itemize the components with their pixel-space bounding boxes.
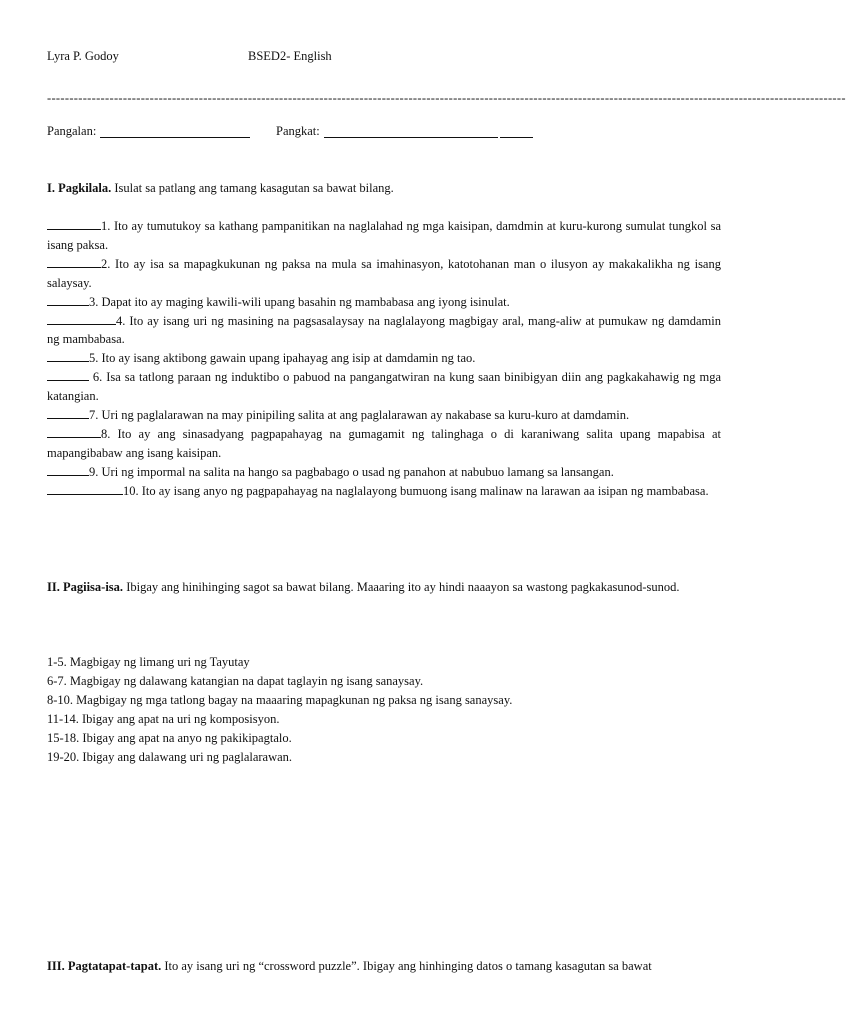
list-item: 3. Dapat ito ay maging kawili-wili upang basahin ng mambabasa ang iyong isinulat.	[47, 293, 721, 312]
answer-blank	[47, 294, 89, 306]
pangkat-label: Pangkat:	[276, 124, 320, 138]
answer-blank	[47, 256, 101, 268]
answer-blank	[47, 313, 116, 325]
section-1-heading: I. Pagkilala.	[47, 181, 112, 195]
list-item: 8. Ito ay ang sinasadyang pagpapahayag na gumagamit ng talinghaga o di karaniwang salita upang mapabisa at mapangibabaw ang isang kaisipan.	[47, 426, 721, 460]
section-1-items	[47, 217, 721, 501]
answer-blank	[47, 464, 89, 476]
list-item: 6. Isa sa tatlong paraan ng induktibo o pabuod na pangangatwiran na kung saan binibigyan diin ang pagkakahawig ng mga katangian.	[47, 370, 721, 404]
section-2-heading: II. Pagiisa-isa.	[47, 580, 124, 594]
student-name: Lyra P. Godoy	[47, 49, 119, 63]
list-item: 7. Uri ng paglalarawan na may pinipiling salita at ang paglalarawan ay nakabase sa kuru-kuro at damdamin.	[47, 406, 721, 425]
section-2-title	[47, 578, 721, 597]
separator-line: -----------------------------------------------------------------------------------------------------------------------------------------------------------------------------------	[47, 91, 846, 105]
answer-blank	[47, 407, 89, 419]
pangalan-label: Pangalan:	[47, 124, 97, 138]
section-1-title	[47, 179, 721, 198]
section-3-title	[47, 957, 721, 976]
list-item: 2. Ito ay isa sa mapagkukunan ng paksa na mula sa imahinasyon, katotohanan man o ilusyon ay makakalikha ng isang salaysay.	[47, 256, 721, 290]
answer-blank	[47, 350, 89, 362]
list-item: 1. Ito ay tumutukoy sa kathang pampanitikan na naglalahad ng mga kaisipan, damdmin at kuru-kurong sumulat tungkol sa isang paksa.	[47, 219, 721, 252]
pangkat-blank-extra	[500, 125, 533, 138]
answer-blank	[47, 483, 123, 495]
list-item: 8-10. Magbigay ng mga tatlong bagay na maaaring mapagkunan ng paksa ng isang sanaysay.	[47, 693, 513, 707]
list-item: 11-14. Ibigay ang apat na uri ng komposisyon.	[47, 712, 280, 726]
answer-blank	[47, 426, 101, 438]
section-2-items	[47, 653, 512, 767]
pangalan-blank	[100, 125, 250, 138]
list-item: 5. Ito ay isang aktibong gawain upang ipahayag ang isip at damdamin ng tao.	[47, 349, 721, 368]
course-label: BSED2- English	[248, 49, 332, 63]
section-2-instruction: Ibigay ang hinihinging sagot sa bawat bilang. Maaaring ito ay hindi naaayon sa wastong pagkakasunod-sunod.	[123, 580, 680, 594]
section-3-instruction: Ito ay isang uri ng “crossword puzzle”. Ibigay ang hinhinging datos o tamang kasagutan sa bawat	[161, 959, 652, 973]
list-item: 1-5. Magbigay ng limang uri ng Tayutay	[47, 655, 250, 669]
answer-blank	[47, 369, 89, 381]
pangkat-blank	[324, 125, 498, 138]
list-item: 19-20. Ibigay ang dalawang uri ng paglalarawan.	[47, 750, 293, 764]
answer-blank	[47, 218, 101, 230]
section-1-instruction: Isulat sa patlang ang tamang kasagutan sa bawat bilang.	[111, 181, 394, 195]
section-3-heading: III. Pagtatapat-tapat.	[47, 959, 162, 973]
list-item: 10. Ito ay isang anyo ng pagpapahayag na naglalayong bumuong isang malinaw na larawan aa isipan ng mambabasa.	[47, 482, 721, 501]
list-item: 9. Uri ng impormal na salita na hango sa pagbabago o usad ng panahon at nabubuo lamang sa lansangan.	[47, 463, 721, 482]
list-item: 4. Ito ay isang uri ng masining na pagsasalaysay na naglalayong magbigay aral, mang-aliw at pumukaw ng damdamin ng mambabasa.	[47, 313, 721, 347]
list-item: 15-18. Ibigay ang apat na anyo ng pakikipagtalo.	[47, 731, 292, 745]
list-item: 6-7. Magbigay ng dalawang katangian na dapat taglayin ng isang sanaysay.	[47, 674, 424, 688]
